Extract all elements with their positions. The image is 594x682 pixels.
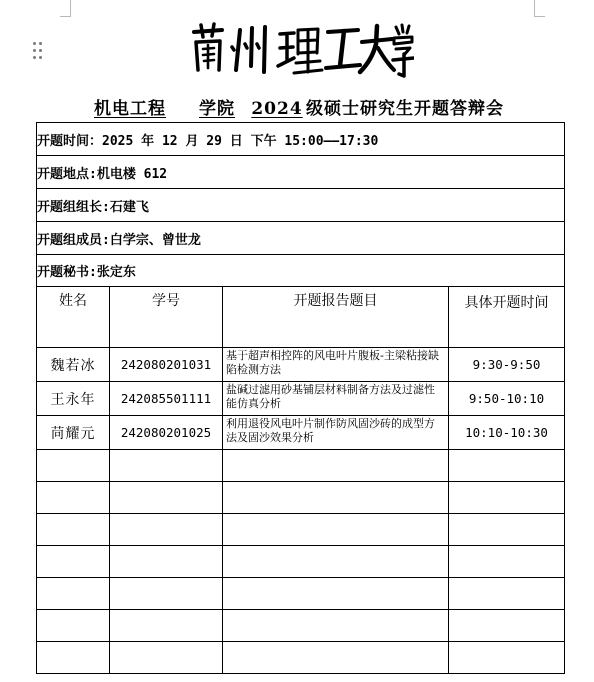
report-topic: 基于超声相控阵的风电叶片腹板-主梁粘接缺陷检测方法 (223, 348, 449, 382)
empty-cell[interactable] (110, 610, 223, 642)
empty-cell[interactable] (223, 578, 449, 610)
empty-cell[interactable] (223, 610, 449, 642)
empty-cell[interactable] (223, 482, 449, 514)
empty-cell[interactable] (449, 610, 565, 642)
student-id: 242085501111 (110, 382, 223, 416)
defense-schedule-table (36, 122, 565, 674)
column-header: 具体开题时间 (449, 287, 565, 348)
empty-table-row (37, 450, 565, 482)
secretary: 开题秘书:张定东 (37, 255, 565, 287)
empty-cell[interactable] (37, 450, 110, 482)
student-name: 王永年 (37, 382, 110, 416)
table-header-row (37, 287, 565, 348)
empty-cell[interactable] (223, 546, 449, 578)
empty-cell[interactable] (110, 642, 223, 674)
table-row (37, 416, 565, 450)
empty-cell[interactable] (449, 546, 565, 578)
empty-table-row (37, 514, 565, 546)
table-row (37, 348, 565, 382)
empty-cell[interactable] (110, 482, 223, 514)
empty-cell[interactable] (37, 482, 110, 514)
empty-cell[interactable] (37, 642, 110, 674)
empty-cell[interactable] (37, 514, 110, 546)
column-header: 学号 (110, 287, 223, 348)
empty-cell[interactable] (449, 450, 565, 482)
title-suffix: 级硕士研究生开题答辩会 (306, 99, 504, 119)
empty-cell[interactable] (223, 450, 449, 482)
empty-table-row (37, 642, 565, 674)
university-logo (188, 22, 414, 80)
empty-cell[interactable] (110, 450, 223, 482)
school-name: 机电工程 (94, 99, 166, 119)
defense-time: 开题时间：2025 年 12 月 29 日 下午 15:00——17:30 (37, 123, 565, 156)
empty-table-row (37, 482, 565, 514)
empty-table-row (37, 578, 565, 610)
defense-slot: 10:10-10:30 (449, 416, 565, 450)
student-name: 魏若冰 (37, 348, 110, 382)
report-topic: 盐碱过滤用砂基铺层材料制备方法及过滤性能仿真分析 (223, 382, 449, 416)
table-row (37, 382, 565, 416)
defense-slot: 9:30-9:50 (449, 348, 565, 382)
empty-cell[interactable] (449, 642, 565, 674)
empty-table-row (37, 610, 565, 642)
defense-slot: 9:50-10:10 (449, 382, 565, 416)
group-leader: 开题组组长:石建飞 (37, 189, 565, 222)
empty-cell[interactable] (110, 546, 223, 578)
grade-year: 2024 (251, 99, 303, 119)
empty-table-row (37, 546, 565, 578)
empty-cell[interactable] (37, 578, 110, 610)
table-move-handle-icon[interactable] (33, 42, 45, 60)
school-suffix: 学院 (199, 99, 235, 119)
empty-cell[interactable] (449, 482, 565, 514)
student-name: 苘耀元 (37, 416, 110, 450)
student-id: 242080201025 (110, 416, 223, 450)
student-id: 242080201031 (110, 348, 223, 382)
empty-cell[interactable] (110, 578, 223, 610)
empty-cell[interactable] (223, 514, 449, 546)
report-topic: 利用退役风电叶片制作防风固沙砖的成型方法及固沙效果分析 (223, 416, 449, 450)
empty-cell[interactable] (223, 642, 449, 674)
empty-cell[interactable] (37, 546, 110, 578)
empty-cell[interactable] (449, 514, 565, 546)
empty-cell[interactable] (449, 578, 565, 610)
meeting-title (74, 94, 544, 119)
defense-place: 开题地点:机电楼 612 (37, 156, 565, 189)
group-members: 开题组成员:白学宗、曾世龙 (37, 222, 565, 255)
page-corner-mark (534, 0, 545, 17)
column-header: 姓名 (37, 287, 110, 348)
page-corner-mark (60, 0, 71, 17)
empty-cell[interactable] (37, 610, 110, 642)
column-header: 开题报告题目 (223, 287, 449, 348)
empty-cell[interactable] (110, 514, 223, 546)
